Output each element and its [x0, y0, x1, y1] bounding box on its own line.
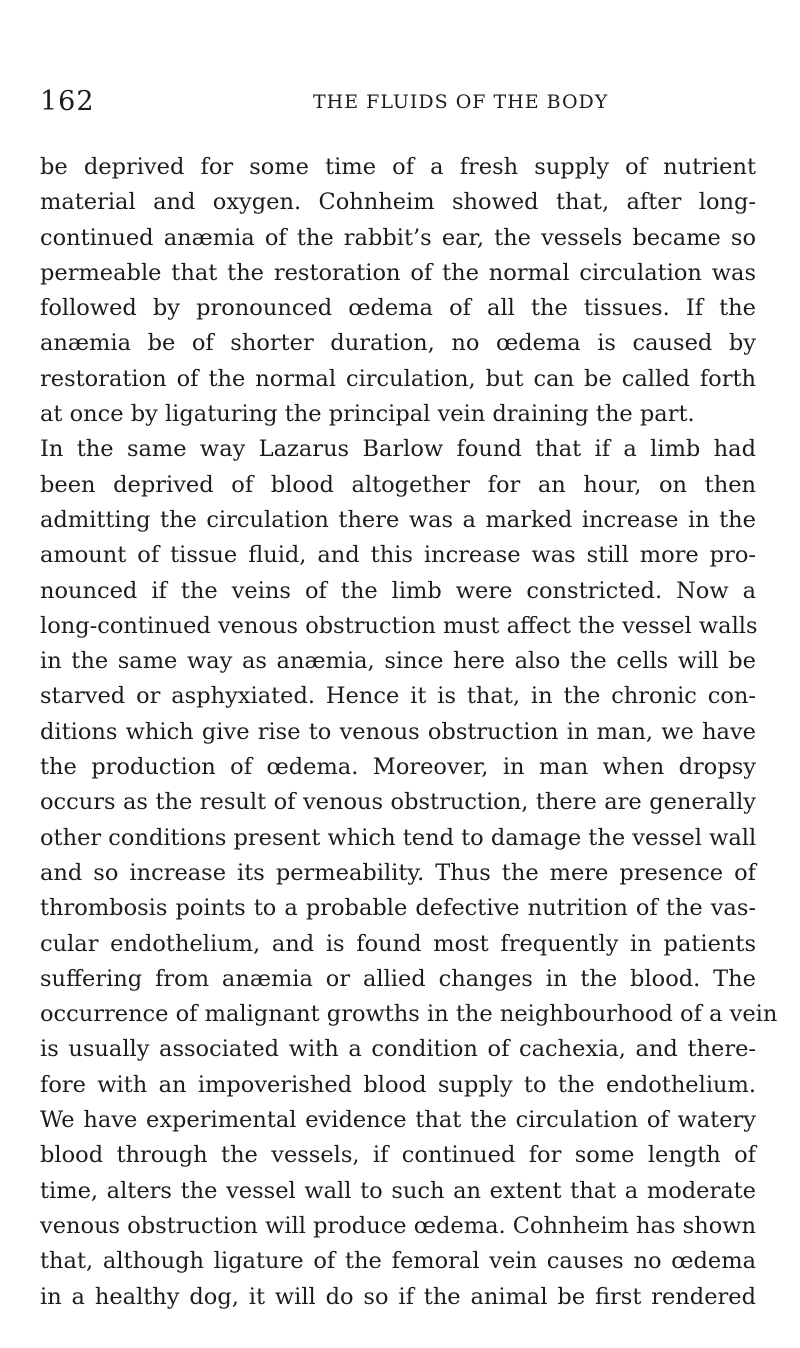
- text-line: and so increase its permeability. Thus the mere presence of: [40, 859, 756, 886]
- text-line: In the same way Lazarus Barlow found that if a limb had: [40, 436, 756, 463]
- text-line: continued anæmia of the rabbit’s ear, the vessels became so: [40, 224, 756, 251]
- text-line: material and oxygen. Cohnheim showed that, after long-: [40, 189, 756, 216]
- text-line: ditions which give rise to venous obstruction in man, we have: [40, 718, 756, 745]
- running-title: THE FLUIDS OF THE BODY: [313, 91, 609, 113]
- text-line: restoration of the normal circulation, but can be called forth: [40, 365, 756, 392]
- text-line: occurs as the result of venous obstruction, there are generally: [40, 789, 756, 816]
- text-line: time, alters the vessel wall to such an extent that a moderate: [40, 1177, 756, 1204]
- text-line: amount of tissue fluid, and this increase was still more pro-: [40, 542, 756, 569]
- text-line: nounced if the veins of the limb were constricted. Now a: [40, 577, 756, 604]
- body-text: [40, 150, 778, 1315]
- text-line: admitting the circulation there was a marked increase in the: [40, 506, 756, 533]
- text-line: blood through the vessels, if continued for some length of: [40, 1142, 756, 1169]
- text-line: been deprived of blood altogether for an hour, on then: [40, 471, 756, 498]
- text-line: starved or asphyxiated. Hence it is that, in the chronic con-: [40, 683, 756, 710]
- text-line: anæmia be of shorter duration, no œdema is caused by: [40, 330, 756, 357]
- text-line: is usually associated with a condition of cachexia, and there-: [40, 1036, 756, 1063]
- text-line: permeable that the restoration of the normal circulation was: [40, 259, 756, 286]
- text-line: We have experimental evidence that the circulation of watery: [40, 1107, 756, 1134]
- text-line: the production of œdema. Moreover, in man when dropsy: [40, 754, 756, 781]
- text-line: in the same way as anæmia, since here also the cells will be: [40, 648, 756, 675]
- page-number: 162: [40, 86, 95, 117]
- text-line: venous obstruction will produce œdema. Cohnheim has shown: [40, 1212, 756, 1239]
- text-line: be deprived for some time of a fresh supply of nutrient: [40, 154, 756, 180]
- text-line: suffering from anæmia or allied changes in the blood. The: [40, 965, 756, 992]
- text-line: cular endothelium, and is found most frequently in patients: [40, 930, 756, 957]
- text-line: thrombosis points to a probable defective nutrition of the vas-: [40, 895, 756, 922]
- text-line: long-continued venous obstruction must affect the vessel walls: [40, 612, 758, 639]
- text-line: that, although ligature of the femoral vein causes no œdema: [40, 1248, 756, 1275]
- text-line: at once by ligaturing the principal vein draining the part.: [40, 401, 695, 428]
- text-line: followed by pronounced œdema of all the tissues. If the: [40, 295, 756, 322]
- text-line: fore with an impoverished blood supply to the endothelium.: [40, 1071, 756, 1098]
- text-line: in a healthy dog, it will do so if the animal be first rendered: [40, 1283, 756, 1310]
- text-line: occurrence of malignant growths in the neighbourhood of a vein: [40, 1001, 778, 1028]
- text-line: other conditions present which tend to damage the vessel wall: [40, 824, 757, 851]
